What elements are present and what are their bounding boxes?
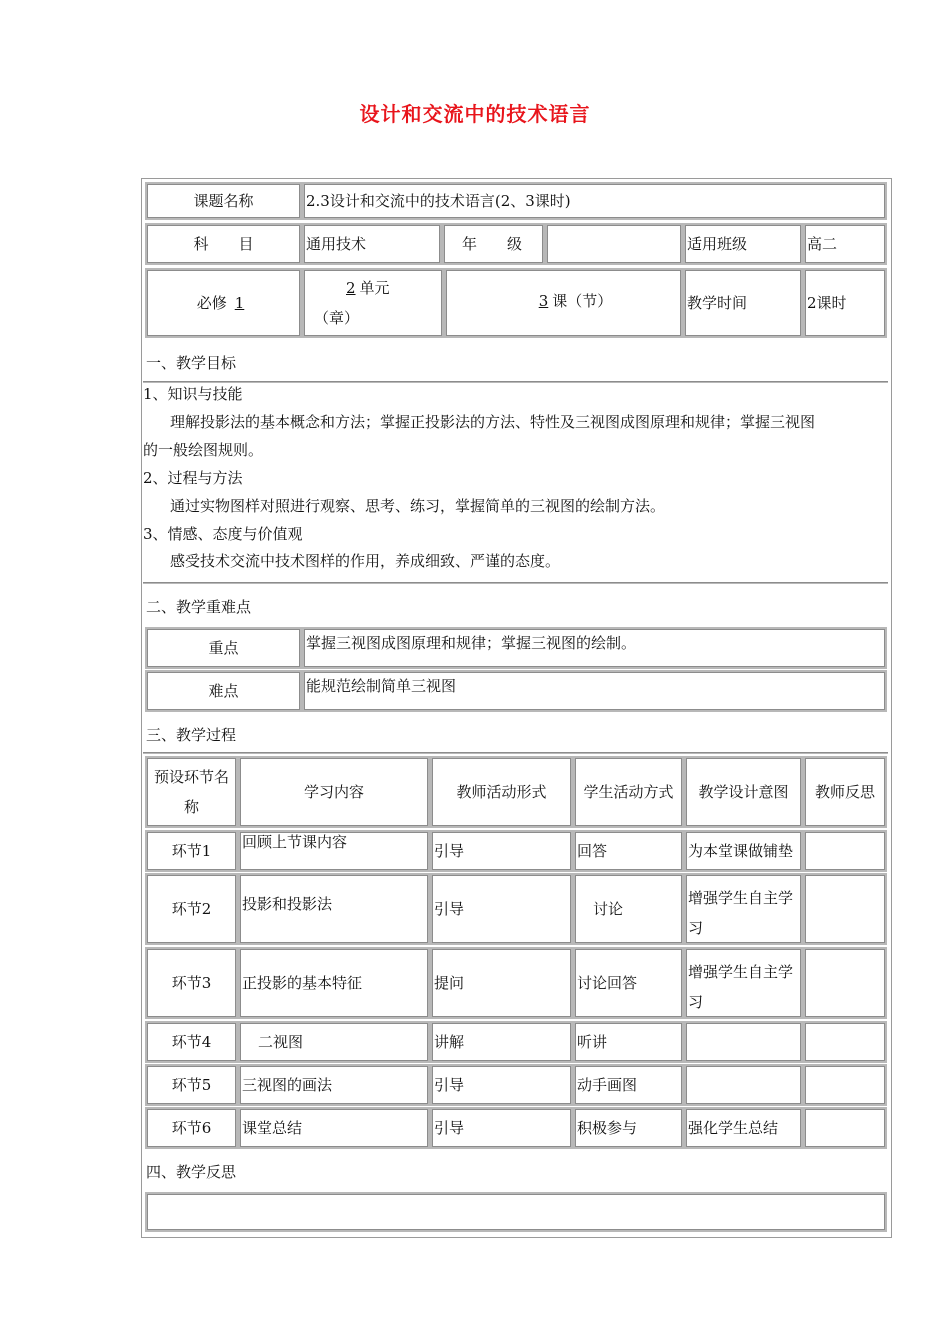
objective-1-text: 理解投影法的基本概念和方法；掌握正投影法的方法、特性及三视图成图原理和规律；掌握三视图 bbox=[170, 413, 816, 431]
divider bbox=[143, 381, 888, 383]
lesson-name-value: 2.3设计和交流中的技术语言(2、3课时) bbox=[302, 182, 887, 220]
table-row-content: 正投影的基本特征 bbox=[238, 947, 430, 1019]
table-row-student: 积极参与 bbox=[573, 1107, 684, 1149]
table-row-stage: 环节5 bbox=[145, 1064, 238, 1106]
unit-cell bbox=[302, 268, 444, 338]
key-point-label: 重点 bbox=[145, 627, 302, 669]
table-row-teacher: 讲解 bbox=[430, 1021, 573, 1063]
divider bbox=[143, 752, 888, 754]
reflection-heading: 四、教学反思 bbox=[146, 1163, 237, 1181]
table-row-reflection bbox=[803, 1064, 887, 1106]
grade-label: 年 级 bbox=[442, 223, 545, 265]
table-row-student: 动手画图 bbox=[573, 1064, 684, 1106]
process-heading: 三、教学过程 bbox=[146, 726, 237, 744]
lesson-cell bbox=[444, 268, 683, 338]
unit-chapter: （章） bbox=[314, 309, 360, 327]
table-row-stage: 环节6 bbox=[145, 1107, 238, 1149]
objective-2-title: 2、过程与方法 bbox=[143, 469, 243, 487]
reflection-box bbox=[145, 1192, 887, 1232]
table-row-reflection bbox=[803, 1107, 887, 1149]
col-content-header: 学习内容 bbox=[238, 756, 430, 828]
key-point-value: 掌握三视图成图原理和规律；掌握三视图的绘制。 bbox=[302, 627, 887, 669]
table-row-stage: 环节3 bbox=[145, 947, 238, 1019]
class-label: 适用班级 bbox=[683, 223, 803, 265]
time-label: 教学时间 bbox=[683, 268, 803, 338]
table-row-reflection bbox=[803, 1021, 887, 1063]
col-reflection-header: 教师反思 bbox=[803, 756, 887, 828]
objective-1-title: 1、知识与技能 bbox=[143, 385, 243, 403]
table-row-student: 听讲 bbox=[573, 1021, 684, 1063]
table-row-intent: 强化学生总结 bbox=[684, 1107, 803, 1149]
table-row-intent bbox=[684, 1021, 803, 1063]
unit-number: 2 bbox=[346, 279, 356, 297]
objective-1-text-cont: 的一般绘图规则。 bbox=[143, 441, 264, 459]
table-row-content: 投影和投影法 bbox=[238, 873, 430, 945]
lesson-number: 3 bbox=[538, 292, 549, 310]
table-row-stage: 环节2 bbox=[145, 873, 238, 945]
table-row-teacher: 引导 bbox=[430, 1064, 573, 1106]
table-row-intent: 增强学生自主学习 bbox=[684, 873, 803, 945]
compulsory-cell bbox=[145, 268, 302, 338]
table-row-student: 讨论 bbox=[573, 873, 684, 945]
objective-3-title: 3、情感、态度与价值观 bbox=[143, 525, 303, 543]
table-row-stage: 环节4 bbox=[145, 1021, 238, 1063]
difficulty-label: 难点 bbox=[145, 670, 302, 712]
col-intent-header: 教学设计意图 bbox=[684, 756, 803, 828]
subject-label: 科 目 bbox=[145, 223, 302, 265]
table-row-intent: 为本堂课做铺垫 bbox=[684, 830, 803, 872]
table-row-content: 回顾上节课内容 bbox=[238, 830, 430, 872]
table-row-reflection bbox=[803, 873, 887, 945]
subject-value: 通用技术 bbox=[302, 223, 442, 265]
lesson-suffix: 课（节） bbox=[552, 292, 613, 310]
table-row-content: 二视图 bbox=[238, 1021, 430, 1063]
col-stage-header: 预设环节名称 bbox=[145, 756, 238, 828]
objectives-heading: 一、教学目标 bbox=[146, 354, 237, 372]
table-row-content: 三视图的画法 bbox=[238, 1064, 430, 1106]
divider bbox=[143, 582, 888, 584]
table-row-student: 讨论回答 bbox=[573, 947, 684, 1019]
table-row-reflection bbox=[803, 830, 887, 872]
class-value: 高二 bbox=[803, 223, 887, 265]
compulsory-prefix: 必修 bbox=[196, 294, 227, 312]
objective-2-text: 通过实物图样对照进行观察、思考、练习，掌握简单的三视图的绘制方法。 bbox=[170, 497, 666, 515]
table-row-intent bbox=[684, 1064, 803, 1106]
table-row-intent: 增强学生自主学习 bbox=[684, 947, 803, 1019]
table-row-teacher: 引导 bbox=[430, 873, 573, 945]
table-row-teacher: 提问 bbox=[430, 947, 573, 1019]
col-teacher-header: 教师活动形式 bbox=[430, 756, 573, 828]
table-row-teacher: 引导 bbox=[430, 830, 573, 872]
table-row-student: 回答 bbox=[573, 830, 684, 872]
difficulty-value: 能规范绘制简单三视图 bbox=[302, 670, 887, 712]
col-student-header: 学生活动方式 bbox=[573, 756, 684, 828]
time-value: 2课时 bbox=[803, 268, 887, 338]
grade-value bbox=[545, 223, 683, 265]
unit-suffix: 单元 bbox=[359, 279, 390, 297]
lesson-name-label: 课题名称 bbox=[145, 182, 302, 220]
table-row-content: 课堂总结 bbox=[238, 1107, 430, 1149]
table-row-teacher: 引导 bbox=[430, 1107, 573, 1149]
compulsory-number: 1 bbox=[234, 294, 245, 312]
document-title: 设计和交流中的技术语言 bbox=[359, 102, 591, 126]
table-row-stage: 环节1 bbox=[145, 830, 238, 872]
objective-3-text: 感受技术交流中技术图样的作用，养成细致、严谨的态度。 bbox=[170, 552, 561, 570]
table-row-reflection bbox=[803, 947, 887, 1019]
key-points-heading: 二、教学重难点 bbox=[146, 598, 252, 616]
